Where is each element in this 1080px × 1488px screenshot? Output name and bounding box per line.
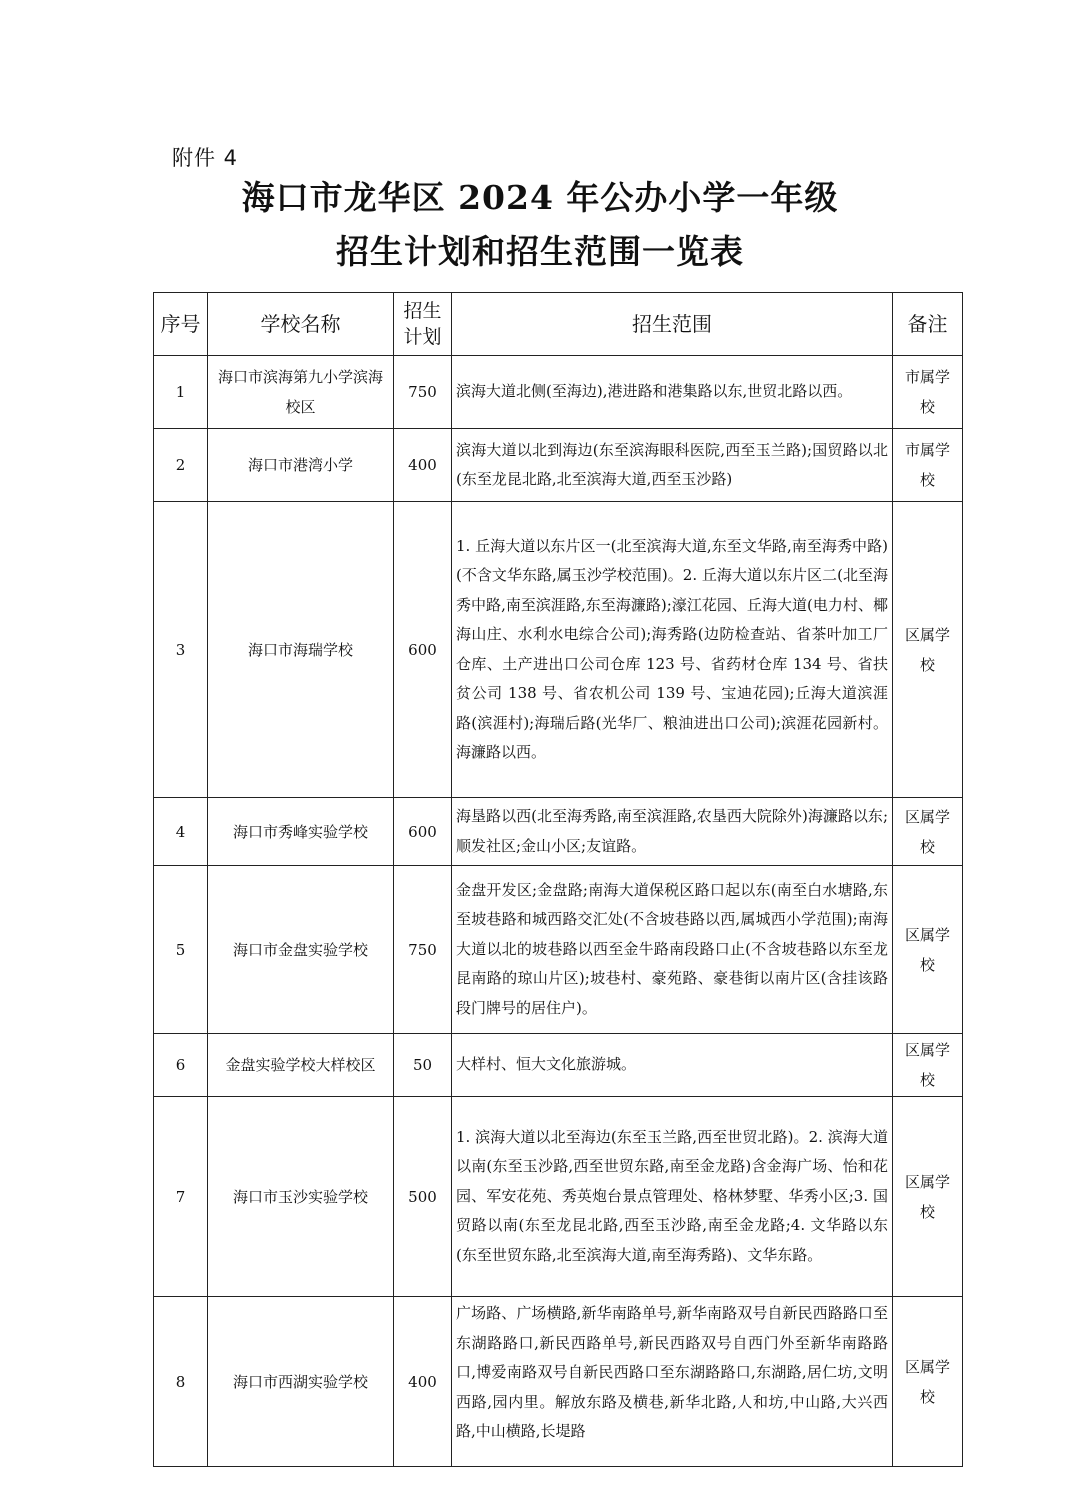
row-range: 海垦路以西(北至海秀路,南至滨涯路,农垦西大院除外)海濂路以东;顺发社区;金山小区;友谊路。 — [452, 798, 893, 866]
row-range: 广场路、广场横路,新华南路单号,新华南路双号自新民西路路口至东湖路路口,新民西路单号,新民西路双号自西门外至新华南路路口,博爱南路双号自新民西路口至东湖路路口,东湖路,居仁坊,文明西路,园内里。解放东路及横巷,新华北路,人和坊,中山路,大兴西路,中山横路,长堤路 — [456, 1304, 888, 1440]
row-plan: 500 — [394, 1097, 452, 1297]
row-plan: 600 — [394, 502, 452, 798]
table-row — [154, 429, 963, 502]
row-index: 6 — [154, 1034, 208, 1097]
header-school: 学校名称 — [208, 293, 394, 356]
header-plan: 招生计划 — [394, 293, 452, 356]
table-row — [154, 502, 963, 798]
row-note: 区属学校 — [893, 798, 963, 866]
page-title-line2: 招生计划和招生范围一览表 — [336, 232, 744, 271]
header-index: 序号 — [154, 293, 208, 356]
row-note: 市属学校 — [893, 356, 963, 429]
table-row — [154, 1034, 963, 1097]
row-range: 大样村、恒大文化旅游城。 — [452, 1034, 893, 1097]
attachment-label: 附件 4 — [172, 146, 239, 170]
row-note: 区属学校 — [893, 1297, 963, 1467]
row-range-cell — [452, 1297, 893, 1467]
page-title-line1: 海口市龙华区 2024 年公办小学一年级 — [241, 178, 839, 217]
table-row — [154, 1297, 963, 1467]
enrollment-table — [153, 292, 963, 1467]
row-school: 金盘实验学校大样校区 — [208, 1034, 394, 1097]
row-index: 5 — [154, 866, 208, 1034]
row-range: 金盘开发区;金盘路;南海大道保税区路口起以东(南至白水塘路,东至坡巷路和城西路交汇处(不含坡巷路以西,属城西小学范围);南海大道以北的坡巷路以西至金牛路南段路口止(不含坡巷路以东至龙昆南路的琼山片区);坡巷村、豪苑路、豪巷街以南片区(含挂该路段门牌号的居住户)。 — [452, 866, 893, 1034]
row-note: 区属学校 — [893, 1097, 963, 1297]
row-plan: 400 — [394, 1297, 452, 1467]
row-plan: 50 — [394, 1034, 452, 1097]
row-school: 海口市滨海第九小学滨海校区 — [208, 356, 394, 429]
row-note: 区属学校 — [893, 1034, 963, 1097]
table-row — [154, 356, 963, 429]
table-row — [154, 798, 963, 866]
row-school: 海口市玉沙实验学校 — [208, 1097, 394, 1297]
row-plan: 750 — [394, 356, 452, 429]
row-school: 海口市西湖实验学校 — [208, 1297, 394, 1467]
row-note: 区属学校 — [893, 866, 963, 1034]
row-range: 滨海大道北侧(至海边),港进路和港集路以东,世贸北路以西。 — [452, 356, 893, 429]
row-range: 1. 滨海大道以北至海边(东至玉兰路,西至世贸北路)。2. 滨海大道以南(东至玉沙路,西至世贸东路,南至金龙路)含金海广场、怡和花园、军安花苑、秀英炮台景点管理处、格林梦墅、华秀小区;3. 国贸路以南(东至龙昆北路,西至玉沙路,南至金龙路;4. 文华路以东(东至世贸东路,北至滨海大道,南至海秀路)、文华东路。 — [452, 1097, 893, 1297]
header-range: 招生范围 — [452, 293, 893, 356]
row-plan: 400 — [394, 429, 452, 502]
row-school: 海口市港湾小学 — [208, 429, 394, 502]
row-plan: 750 — [394, 866, 452, 1034]
row-index: 2 — [154, 429, 208, 502]
row-school: 海口市海瑞学校 — [208, 502, 394, 798]
table-row — [154, 1097, 963, 1297]
row-index: 7 — [154, 1097, 208, 1297]
row-index: 4 — [154, 798, 208, 866]
header-note: 备注 — [893, 293, 963, 356]
row-index: 8 — [154, 1297, 208, 1467]
row-note: 市属学校 — [893, 429, 963, 502]
row-note: 区属学校 — [893, 502, 963, 798]
row-range: 1. 丘海大道以东片区一(北至滨海大道,东至文华路,南至海秀中路)(不含文华东路,属玉沙学校范围)。2. 丘海大道以东片区二(北至海秀中路,南至滨涯路,东至海濂路);濠江花园、丘海大道(电力村、椰海山庄、水利水电综合公司);海秀路(边防检查站、省茶叶加工厂仓库、土产进出口公司仓库 123 号、省药材仓库 134 号、省扶贫公司 138 号、省农机公司 139 号、宝迪花园);丘海大道滨涯路(滨涯村);海瑞后路(光华厂、粮油进出口公司);滨涯花园新村。海濂路以西。 — [452, 502, 893, 798]
row-plan: 600 — [394, 798, 452, 866]
row-index: 1 — [154, 356, 208, 429]
row-school: 海口市秀峰实验学校 — [208, 798, 394, 866]
row-index: 3 — [154, 502, 208, 798]
row-range: 滨海大道以北到海边(东至滨海眼科医院,西至玉兰路);国贸路以北(东至龙昆北路,北至滨海大道,西至玉沙路) — [452, 429, 893, 502]
table-header-row — [154, 293, 963, 356]
row-school: 海口市金盘实验学校 — [208, 866, 394, 1034]
table-row — [154, 866, 963, 1034]
